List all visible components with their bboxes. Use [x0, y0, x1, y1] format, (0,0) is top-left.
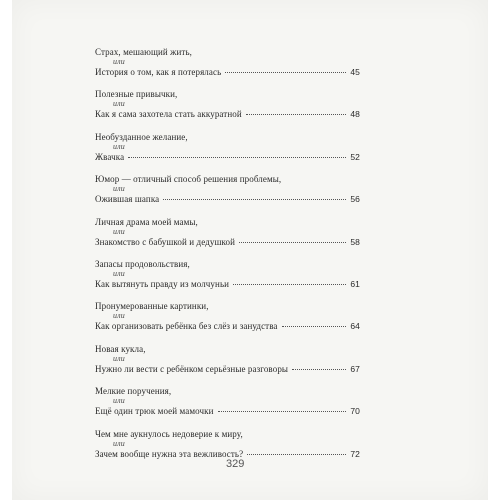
toc-entry-subtitle: Как организовать ребёнка без слёз и занудства: [95, 321, 278, 332]
toc-entry-subtitle-row[interactable]: [95, 237, 360, 247]
toc-entry: [95, 386, 360, 428]
toc-entry-title: Новая кукла,: [95, 343, 146, 354]
toc-entry-title: Мелкие поручения,: [95, 386, 172, 397]
dot-leader: [247, 454, 346, 455]
toc-entry-subtitle-row[interactable]: [95, 109, 360, 119]
toc-entry-conjunction: или: [113, 353, 125, 363]
toc-entry-title: Личная драма моей мамы,: [95, 216, 198, 227]
toc-page-number: 58: [350, 236, 360, 247]
toc-page-number: 72: [350, 448, 360, 459]
toc-entry-subtitle: Как я сама захотела стать аккуратной: [95, 109, 242, 120]
toc-page-number: 64: [350, 321, 360, 332]
toc-entry: [95, 344, 360, 386]
toc-entry-subtitle-row[interactable]: [95, 364, 360, 374]
toc-entry: [95, 259, 360, 301]
table-of-contents: [95, 47, 360, 471]
toc-entry-subtitle: Ожившая шапка: [95, 194, 160, 205]
toc-entry-subtitle: Нужно ли вести с ребёнком серьёзные разговоры: [95, 363, 289, 374]
toc-entry-title: Чем мне аукнулось недоверие к миру,: [95, 428, 243, 439]
toc-entry: [95, 174, 360, 216]
toc-entry-subtitle: Жвачка: [95, 151, 125, 162]
dot-leader: [225, 72, 346, 73]
toc-entry: [95, 47, 360, 89]
toc-entry-subtitle-row[interactable]: [95, 194, 360, 204]
page-number: 329: [226, 458, 245, 470]
toc-entry-subtitle-row[interactable]: [95, 67, 360, 77]
toc-entry-subtitle: История о том, как я потерялась: [95, 67, 222, 77]
toc-entry: [95, 132, 360, 174]
toc-page-number: 48: [350, 109, 360, 120]
toc-entry-conjunction: или: [113, 438, 125, 448]
toc-entry-subtitle: Зачем вообще нужна эта вежливость?: [95, 448, 244, 459]
toc-page-number: 61: [350, 278, 360, 289]
toc-entry-conjunction: или: [113, 184, 125, 194]
toc-entry-title: Запасы продовольствия,: [95, 258, 190, 269]
toc-entry-subtitle-row[interactable]: [95, 321, 360, 331]
toc-page-number: 70: [350, 406, 360, 417]
toc-entry-subtitle-row[interactable]: [95, 279, 360, 289]
toc-entry: [95, 89, 360, 131]
dot-leader: [163, 199, 346, 200]
toc-page-number: 67: [350, 363, 360, 374]
toc-entry-title: Страх, мешающий жить,: [95, 47, 192, 57]
toc-entry: [95, 217, 360, 259]
toc-entry-subtitle-row[interactable]: [95, 406, 360, 416]
toc-entry-title: Пронумерованные картинки,: [95, 301, 209, 312]
toc-entry-subtitle-row[interactable]: [95, 152, 360, 162]
dot-leader: [218, 411, 347, 412]
toc-entry-title: Юмор — отличный способ решения проблемы,: [95, 174, 282, 185]
dot-leader: [233, 284, 346, 285]
toc-entry-subtitle: Знакомство с бабушкой и дедушкой: [95, 236, 236, 247]
toc-entry-title: Полезные привычки,: [95, 89, 178, 100]
toc-entry-conjunction: или: [113, 57, 125, 66]
dot-leader: [246, 114, 347, 115]
dot-leader: [239, 242, 346, 243]
toc-page-number: 56: [350, 194, 360, 205]
toc-entry-title: Необузданное желание,: [95, 131, 188, 142]
toc-entry-conjunction: или: [113, 226, 125, 236]
toc-page-number: 45: [350, 67, 360, 77]
dot-leader: [128, 157, 346, 158]
toc-entry-conjunction: или: [113, 268, 125, 278]
toc-entry-conjunction: или: [113, 141, 125, 151]
toc-entry-subtitle: Ещё один трюк моей мамочки: [95, 406, 214, 417]
dot-leader: [292, 369, 346, 370]
toc-entry-conjunction: или: [113, 396, 125, 406]
toc-entry-subtitle: Как вытянуть правду из молчуньи: [95, 278, 230, 289]
toc-entry-conjunction: или: [113, 311, 125, 321]
toc-entry: [95, 301, 360, 343]
toc-page-number: 52: [350, 151, 360, 162]
dot-leader: [282, 326, 347, 327]
toc-entry-conjunction: или: [113, 99, 125, 109]
